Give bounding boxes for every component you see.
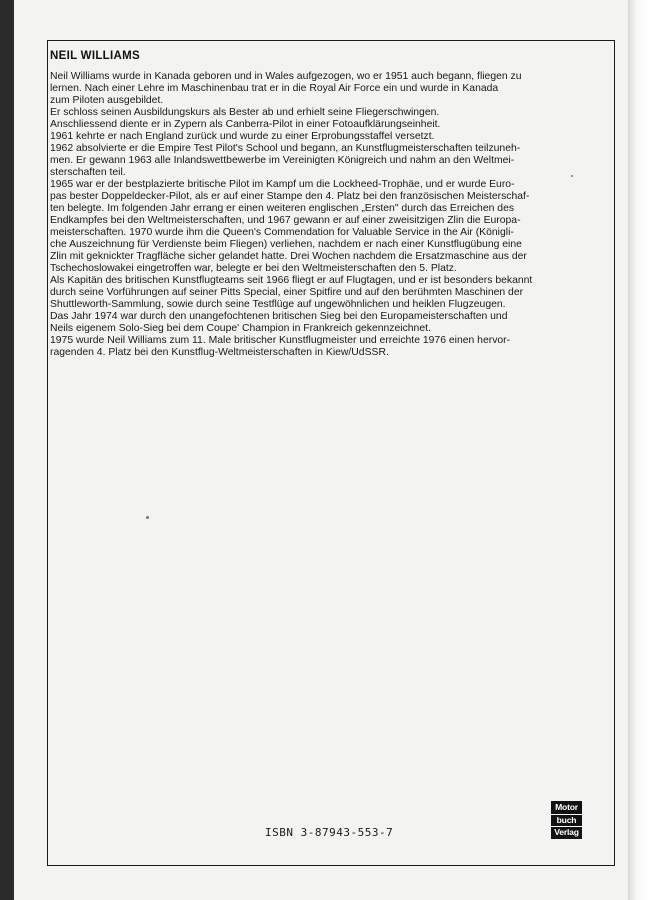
- biography-line: Zlin mit geknickter Tragfläche sicher gelandet hatte. Drei Wochen nachdem die Ersatzmaschine aus der: [50, 251, 527, 262]
- biography-line: Endkampfes bei den Weltmeisterschaften, und 1967 gewann er auf einer zweisitzigen Zlin die Europa-: [50, 215, 521, 226]
- biography-line: Das Jahr 1974 war durch den unangefochtenen britischen Sieg bei den Europameisterschaften und: [50, 311, 508, 322]
- logo-text-line: Verlag: [554, 827, 579, 837]
- biography-line: lernen. Nach einer Lehre im Maschinenbau trat er in die Royal Air Force ein und wurde in Kanada: [50, 83, 499, 94]
- logo-text-line: buch: [551, 815, 582, 828]
- author-heading: NEIL WILLIAMS: [50, 50, 140, 62]
- biography-line: Neil Williams wurde in Kanada geboren und in Wales aufgezogen, wo er 1951 auch begann, fliegen zu: [50, 71, 522, 82]
- biography-line: Tschechoslowakei eingetroffen war, belegte er bei den Weltmeisterschaften den 5. Platz.: [50, 263, 457, 274]
- biography-line: men. Er gewann 1963 alle Inlandswettbewerbe im Vereinigten Königreich und nahm an den Weltmei-: [50, 155, 515, 166]
- biography-line: 1965 war er der bestplazierte britische Pilot im Kampf um die Lockheed-Trophäe, und er wurde Euro-: [50, 179, 515, 190]
- biography-line: durch seine Vorführungen auf seiner Pitts Special, einer Spitfire und auf den berühmten Maschinen der: [50, 287, 524, 298]
- paper-speck: [146, 516, 149, 519]
- biography-line: Er schloss seinen Ausbildungskurs als Bester ab und erhielt seine Fliegerschwingen.: [50, 107, 440, 118]
- biography-text: [50, 71, 590, 359]
- biography-line: 1961 kehrte er nach England zurück und wurde zu einer Erprobungsstaffel versetzt.: [50, 131, 435, 142]
- biography-line: meisterschaften. 1970 wurde ihm die Queen's Commendation for Valuable Service in the Air (Königli-: [50, 227, 514, 238]
- biography-line: 1962 absolvierte er die Empire Test Pilot's School und begann, an Kunstflugmeisterschaften teilzuneh-: [50, 143, 521, 154]
- publisher-logo: [551, 801, 582, 839]
- page-edge: [628, 0, 650, 900]
- biography-line: pas bester Doppeldecker-Pilot, als er auf einer Stampe den 4. Platz bei den französischen Meisterschaf-: [50, 191, 530, 202]
- paper-speck: [571, 175, 573, 177]
- isbn-number: ISBN 3-87943-553-7: [265, 826, 394, 839]
- biography-line: Shuttleworth-Sammlung, sowie durch seine Testflüge auf ungewöhnlichen und heiklen Flugzeugen.: [50, 299, 506, 310]
- biography-line: zum Piloten ausgebildet.: [50, 95, 164, 106]
- biography-line: 1975 wurde Neil Williams zum 11. Male britischer Kunstflugmeister und erreichte 1976 einen hervor-: [50, 335, 511, 346]
- logo-text-line: Motor: [551, 802, 582, 815]
- biography-line: che Auszeichnung für Verdienste beim Fliegen) verliehen, nachdem er nach einer Kunstflugübung eine: [50, 239, 522, 250]
- biography-line: Anschliessend diente er in Zypern als Canberra-Pilot in einer Fotoaufklärungseinheit.: [50, 119, 441, 130]
- biography-line: ten belegte. Im folgenden Jahr errang er einen weiteren englischen „Ersten" durch das Erreichen des: [50, 203, 515, 214]
- biography-line: sterschaften teil.: [50, 167, 126, 178]
- biography-line: Als Kapitän des britischen Kunstflugteams seit 1966 fliegt er auf Flugtagen, und er ist besonders bekannt: [50, 275, 533, 286]
- biography-line: ragenden 4. Platz bei den Kunstflug-Weltmeisterschaften in Kiew/UdSSR.: [50, 347, 389, 358]
- biography-line: Neils eigenem Solo-Sieg bei dem Coupe' Champion in Frankreich gekennzeichnet.: [50, 323, 431, 334]
